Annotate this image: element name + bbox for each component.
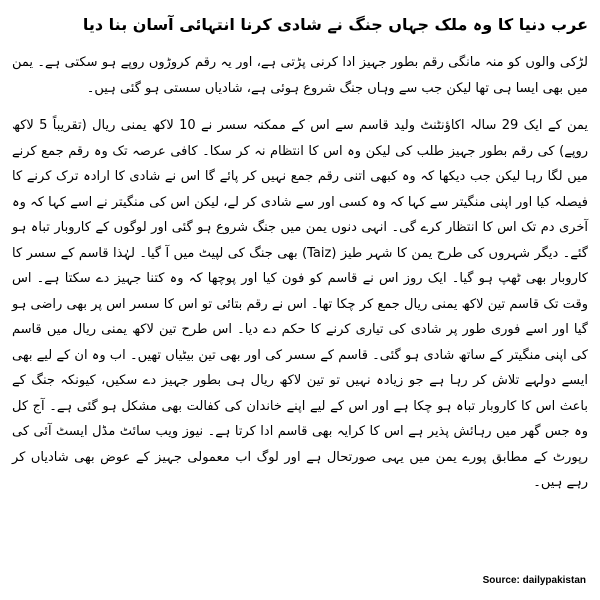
article-title: عرب دنیا کا وہ ملک جہاں جنگ نے شادی کرنا انتہائی آسان بنا دیا xyxy=(82,15,588,34)
article-paragraph-1: لڑکی والوں کو منہ مانگی رقم بطور جہیز ادا کرنی پڑتی ہے، اور یہ رقم کروڑوں روپے ہو سکتی ہے۔ یمن میں بھی ایسا ہی تھا لیکن جب سے وہاں جنگ شروع ہوئی ہے، شادیاں سستی ہو گئی ہیں۔ xyxy=(12,55,588,96)
source-credit: Source: dailypakistan xyxy=(482,575,586,586)
article-paragraph-2: یمن کے ایک 29 سالہ اکاؤنٹنٹ ولید قاسم سے اس کے ممکنہ سسر نے 10 لاکھ یمنی ریال (تقریباً 5 لاکھ روپے) کی رقم بطور جہیز طلب کی لیکن وہ اس کا انتظام نہ کر سکا۔ کافی عرصہ تک وہ رقم جمع کرنے میں لگا رہا لیکن جب دیکھا کہ وہ کبھی اتنی رقم جمع نہیں کر پائے گا اس نے شادی کا ارادہ ترک کرنے کا فیصلہ کیا اور اپنی منگیتر سے کہا کہ وہ کسی اور سے شادی کر لے، لیکن اس کی منگیتر نے اسے کہا کہ وہ آخری دم تک اس کا انتظار کرے گی۔ انہی دنوں یمن میں جنگ شروع ہو گئی اور لوگوں کے کاروبار تباہ ہو گئے۔ دیگر شہروں کی طرح یمن کا شہر طیز (Taiz) بھی جنگ کی لپیٹ میں آ گیا۔ لہٰذا قاسم کے سسر کا کاروبار بھی ٹھپ ہو گیا۔ ایک روز اس نے قاسم کو فون کیا اور پوچھا کہ وہ کتنا جہیز دے سکتا ہے۔ اس وقت تک قاسم تین لاکھ یمنی ریال جمع کر چکا تھا۔ اس نے رقم بتائی تو اس کا سسر اس پر بھی راضی ہو گیا اور اسے فوری طور پر شادی کی تیاری کرنے کا حکم دے دیا۔ اس طرح تین لاکھ یمنی ریال میں قاسم کی اپنی منگیتر کے ساتھ شادی ہو گئی۔ قاسم کے سسر کی اور بھی تین بیٹیاں تھیں۔ اب وہ ان کے لیے بھی ایسے دولہے تلاش کر رہا ہے جو زیادہ نہیں تو تین لاکھ ریال ہی بطور جہیز دے سکیں، کیونکہ جنگ کے باعث اس کا کاروبار تباہ ہو چکا ہے اور اس کے لیے اپنے خاندان کی کفالت بھی مشکل ہو گئی ہے۔ آج کل وہ جس گھر میں رہائش پذیر ہے اس کا کرایہ بھی قاسم ادا کرتا ہے۔ نیوز ویب سائٹ مڈل ایسٹ آئی کی رپورٹ کے مطابق پورے یمن میں یہی صورتحال ہے اور لوگ اب معمولی جہیز کے عوض بھی شادیاں کر رہے ہیں۔ xyxy=(12,118,589,490)
